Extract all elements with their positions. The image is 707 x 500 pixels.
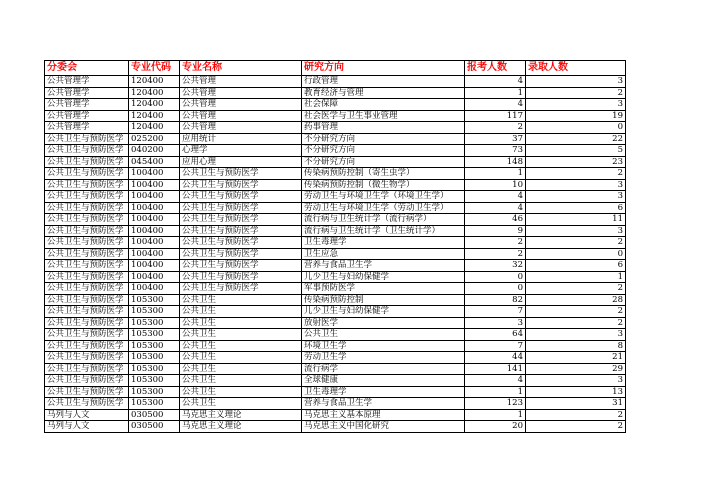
cell-applicants: 64 — [465, 329, 526, 341]
cell-major-name: 公共卫生与预防医学 — [180, 260, 302, 272]
cell-research-direction: 放射医学 — [302, 317, 465, 329]
cell-major-name: 公共卫生 — [180, 375, 302, 387]
cell-committee: 公共卫生与预防医学 — [45, 168, 129, 180]
cell-major-code: 105300 — [129, 352, 180, 364]
table-row — [45, 271, 626, 283]
cell-committee: 公共卫生与预防医学 — [45, 225, 129, 237]
table-row — [45, 294, 626, 306]
cell-research-direction: 社会医学与卫生事业管理 — [302, 110, 465, 122]
cell-major-code: 100400 — [129, 260, 180, 272]
cell-research-direction: 流行病学 — [302, 363, 465, 375]
cell-admitted: 2 — [526, 87, 626, 99]
cell-applicants: 1 — [465, 409, 526, 421]
cell-applicants: 10 — [465, 179, 526, 191]
cell-admitted: 31 — [526, 398, 626, 410]
cell-applicants: 20 — [465, 421, 526, 433]
cell-admitted: 2 — [526, 168, 626, 180]
table-row — [45, 386, 626, 398]
cell-admitted: 3 — [526, 375, 626, 387]
cell-applicants: 148 — [465, 156, 526, 168]
cell-admitted: 11 — [526, 214, 626, 226]
cell-applicants: 37 — [465, 133, 526, 145]
header-row — [45, 61, 626, 76]
cell-major-name: 公共管理 — [180, 110, 302, 122]
cell-major-name: 公共卫生 — [180, 340, 302, 352]
cell-admitted: 3 — [526, 76, 626, 88]
table-row — [45, 145, 626, 157]
cell-applicants: 4 — [465, 191, 526, 203]
cell-major-name: 心理学 — [180, 145, 302, 157]
cell-committee: 公共卫生与预防医学 — [45, 133, 129, 145]
cell-major-code: 100400 — [129, 237, 180, 249]
cell-research-direction: 劳动卫生学 — [302, 352, 465, 364]
cell-major-code: 105300 — [129, 386, 180, 398]
cell-committee: 公共卫生与预防医学 — [45, 340, 129, 352]
cell-applicants: 1 — [465, 168, 526, 180]
cell-research-direction: 卫生毒理学 — [302, 386, 465, 398]
cell-admitted: 2 — [526, 306, 626, 318]
cell-research-direction: 不分研究方向 — [302, 156, 465, 168]
cell-major-code: 045400 — [129, 156, 180, 168]
header-major-name: 专业名称 — [180, 61, 302, 76]
cell-research-direction: 传染病预防控制 — [302, 294, 465, 306]
cell-admitted: 2 — [526, 283, 626, 295]
cell-admitted: 2 — [526, 409, 626, 421]
cell-committee: 公共卫生与预防医学 — [45, 363, 129, 375]
cell-major-name: 公共卫生与预防医学 — [180, 225, 302, 237]
table-row — [45, 248, 626, 260]
cell-applicants: 4 — [465, 202, 526, 214]
cell-applicants: 123 — [465, 398, 526, 410]
cell-research-direction: 不分研究方向 — [302, 133, 465, 145]
cell-admitted: 3 — [526, 225, 626, 237]
cell-committee: 公共卫生与预防医学 — [45, 329, 129, 341]
cell-admitted: 28 — [526, 294, 626, 306]
cell-research-direction: 不分研究方向 — [302, 145, 465, 157]
cell-major-code: 100400 — [129, 248, 180, 260]
cell-major-name: 公共卫生与预防医学 — [180, 271, 302, 283]
table-row — [45, 283, 626, 295]
cell-research-direction: 劳动卫生与环境卫生学（劳动卫生学） — [302, 202, 465, 214]
table-row — [45, 156, 626, 168]
cell-research-direction: 军事预防医学 — [302, 283, 465, 295]
cell-committee: 公共卫生与预防医学 — [45, 386, 129, 398]
cell-applicants: 117 — [465, 110, 526, 122]
table-row — [45, 237, 626, 249]
cell-research-direction: 流行病与卫生统计学（流行病学） — [302, 214, 465, 226]
table-row — [45, 87, 626, 99]
table-row — [45, 306, 626, 318]
cell-research-direction: 卫生毒理学 — [302, 237, 465, 249]
cell-admitted: 19 — [526, 110, 626, 122]
table-row — [45, 363, 626, 375]
cell-applicants: 4 — [465, 76, 526, 88]
table-row — [45, 179, 626, 191]
cell-research-direction: 劳动卫生与环境卫生学（环境卫生学） — [302, 191, 465, 203]
table-row — [45, 214, 626, 226]
cell-major-code: 100400 — [129, 202, 180, 214]
cell-major-code: 105300 — [129, 340, 180, 352]
cell-applicants: 9 — [465, 225, 526, 237]
cell-committee: 公共卫生与预防医学 — [45, 306, 129, 318]
header-admitted: 录取人数 — [526, 61, 626, 76]
cell-major-name: 马克思主义理论 — [180, 421, 302, 433]
cell-admitted: 5 — [526, 145, 626, 157]
cell-research-direction: 教育经济与管理 — [302, 87, 465, 99]
cell-major-code: 100400 — [129, 191, 180, 203]
table-row — [45, 421, 626, 433]
cell-major-name: 公共卫生 — [180, 306, 302, 318]
table-row — [45, 168, 626, 180]
cell-committee: 公共卫生与预防医学 — [45, 294, 129, 306]
admissions-table — [44, 60, 626, 433]
cell-major-code: 120400 — [129, 110, 180, 122]
table-row — [45, 409, 626, 421]
cell-admitted: 22 — [526, 133, 626, 145]
cell-admitted: 0 — [526, 248, 626, 260]
cell-major-name: 公共卫生与预防医学 — [180, 283, 302, 295]
cell-applicants: 3 — [465, 317, 526, 329]
table-row — [45, 352, 626, 364]
cell-committee: 公共卫生与预防医学 — [45, 191, 129, 203]
cell-committee: 公共卫生与预防医学 — [45, 283, 129, 295]
cell-major-code: 105300 — [129, 398, 180, 410]
cell-committee: 公共管理学 — [45, 122, 129, 134]
cell-major-name: 公共卫生与预防医学 — [180, 248, 302, 260]
cell-committee: 公共管理学 — [45, 99, 129, 111]
cell-major-code: 120400 — [129, 99, 180, 111]
cell-committee: 公共卫生与预防医学 — [45, 271, 129, 283]
cell-applicants: 44 — [465, 352, 526, 364]
cell-major-name: 公共管理 — [180, 122, 302, 134]
cell-committee: 公共管理学 — [45, 87, 129, 99]
cell-applicants: 2 — [465, 248, 526, 260]
cell-admitted: 6 — [526, 260, 626, 272]
cell-applicants: 4 — [465, 375, 526, 387]
cell-committee: 公共卫生与预防医学 — [45, 214, 129, 226]
cell-research-direction: 营养与食品卫生学 — [302, 398, 465, 410]
cell-research-direction: 马克思主义中国化研究 — [302, 421, 465, 433]
header-applicants: 报考人数 — [465, 61, 526, 76]
cell-major-code: 105300 — [129, 306, 180, 318]
cell-admitted: 2 — [526, 237, 626, 249]
cell-research-direction: 儿少卫生与妇幼保健学 — [302, 306, 465, 318]
cell-major-name: 公共卫生 — [180, 352, 302, 364]
table-row — [45, 99, 626, 111]
cell-applicants: 73 — [465, 145, 526, 157]
cell-major-name: 公共卫生与预防医学 — [180, 179, 302, 191]
cell-admitted: 13 — [526, 386, 626, 398]
cell-research-direction: 药事管理 — [302, 122, 465, 134]
cell-committee: 公共管理学 — [45, 110, 129, 122]
table-row — [45, 191, 626, 203]
table-row — [45, 76, 626, 88]
cell-admitted: 29 — [526, 363, 626, 375]
cell-major-name: 公共卫生与预防医学 — [180, 191, 302, 203]
cell-major-name: 公共卫生 — [180, 329, 302, 341]
cell-admitted: 8 — [526, 340, 626, 352]
cell-applicants: 82 — [465, 294, 526, 306]
header-research-direction: 研究方向 — [302, 61, 465, 76]
cell-major-name: 公共卫生 — [180, 363, 302, 375]
cell-applicants: 0 — [465, 271, 526, 283]
cell-major-name: 公共卫生与预防医学 — [180, 202, 302, 214]
cell-major-code: 100400 — [129, 214, 180, 226]
cell-research-direction: 流行病与卫生统计学（卫生统计学） — [302, 225, 465, 237]
cell-research-direction: 传染病预防控制（寄生虫学） — [302, 168, 465, 180]
cell-major-code: 030500 — [129, 421, 180, 433]
cell-admitted: 1 — [526, 271, 626, 283]
table-body — [45, 76, 626, 433]
cell-committee: 马列与人文 — [45, 421, 129, 433]
cell-research-direction: 卫生应急 — [302, 248, 465, 260]
cell-applicants: 46 — [465, 214, 526, 226]
cell-major-name: 应用心理 — [180, 156, 302, 168]
cell-major-code: 100400 — [129, 283, 180, 295]
cell-major-code: 025200 — [129, 133, 180, 145]
cell-admitted: 2 — [526, 421, 626, 433]
cell-research-direction: 环境卫生学 — [302, 340, 465, 352]
cell-committee: 公共卫生与预防医学 — [45, 237, 129, 249]
cell-committee: 马列与人文 — [45, 409, 129, 421]
cell-committee: 公共卫生与预防医学 — [45, 260, 129, 272]
cell-major-name: 马克思主义理论 — [180, 409, 302, 421]
cell-major-code: 030500 — [129, 409, 180, 421]
cell-admitted: 23 — [526, 156, 626, 168]
cell-major-code: 120400 — [129, 122, 180, 134]
cell-committee: 公共卫生与预防医学 — [45, 145, 129, 157]
cell-major-code: 120400 — [129, 87, 180, 99]
cell-admitted: 3 — [526, 329, 626, 341]
cell-major-name: 公共卫生与预防医学 — [180, 168, 302, 180]
table-row — [45, 122, 626, 134]
cell-applicants: 32 — [465, 260, 526, 272]
cell-major-name: 公共卫生 — [180, 294, 302, 306]
cell-committee: 公共卫生与预防医学 — [45, 248, 129, 260]
table-row — [45, 225, 626, 237]
cell-major-name: 公共卫生 — [180, 317, 302, 329]
table-row — [45, 375, 626, 387]
cell-research-direction: 全球健康 — [302, 375, 465, 387]
cell-committee: 公共卫生与预防医学 — [45, 398, 129, 410]
cell-admitted: 3 — [526, 191, 626, 203]
cell-major-name: 公共卫生 — [180, 386, 302, 398]
cell-major-name: 公共卫生 — [180, 398, 302, 410]
cell-committee: 公共管理学 — [45, 76, 129, 88]
cell-major-name: 公共管理 — [180, 99, 302, 111]
cell-committee: 公共卫生与预防医学 — [45, 375, 129, 387]
header-major-code: 专业代码 — [129, 61, 180, 76]
cell-applicants: 141 — [465, 363, 526, 375]
cell-major-code: 105300 — [129, 329, 180, 341]
cell-applicants: 1 — [465, 386, 526, 398]
cell-major-code: 105300 — [129, 317, 180, 329]
cell-applicants: 7 — [465, 340, 526, 352]
cell-admitted: 6 — [526, 202, 626, 214]
cell-major-name: 公共卫生与预防医学 — [180, 237, 302, 249]
cell-research-direction: 儿少卫生与妇幼保健学 — [302, 271, 465, 283]
cell-admitted: 0 — [526, 122, 626, 134]
cell-major-code: 100400 — [129, 271, 180, 283]
cell-research-direction: 社会保障 — [302, 99, 465, 111]
cell-major-code: 105300 — [129, 294, 180, 306]
cell-major-name: 公共管理 — [180, 76, 302, 88]
cell-committee: 公共卫生与预防医学 — [45, 156, 129, 168]
cell-committee: 公共卫生与预防医学 — [45, 317, 129, 329]
table-row — [45, 340, 626, 352]
cell-major-code: 105300 — [129, 375, 180, 387]
cell-applicants: 7 — [465, 306, 526, 318]
cell-committee: 公共卫生与预防医学 — [45, 179, 129, 191]
cell-admitted: 2 — [526, 317, 626, 329]
cell-admitted: 3 — [526, 99, 626, 111]
table-row — [45, 202, 626, 214]
cell-major-code: 120400 — [129, 76, 180, 88]
cell-major-name: 应用统计 — [180, 133, 302, 145]
table-row — [45, 110, 626, 122]
cell-major-code: 100400 — [129, 225, 180, 237]
cell-applicants: 4 — [465, 99, 526, 111]
cell-research-direction: 行政管理 — [302, 76, 465, 88]
cell-committee: 公共卫生与预防医学 — [45, 352, 129, 364]
table-row — [45, 133, 626, 145]
cell-admitted: 3 — [526, 179, 626, 191]
cell-research-direction: 公共卫生 — [302, 329, 465, 341]
table-row — [45, 260, 626, 272]
cell-major-code: 100400 — [129, 168, 180, 180]
cell-research-direction: 营养与食品卫生学 — [302, 260, 465, 272]
table-row — [45, 317, 626, 329]
table-row — [45, 398, 626, 410]
cell-committee: 公共卫生与预防医学 — [45, 202, 129, 214]
cell-admitted: 21 — [526, 352, 626, 364]
cell-major-code: 105300 — [129, 363, 180, 375]
table-row — [45, 329, 626, 341]
cell-applicants: 2 — [465, 122, 526, 134]
cell-major-name: 公共管理 — [180, 87, 302, 99]
cell-major-name: 公共卫生与预防医学 — [180, 214, 302, 226]
cell-research-direction: 马克思主义基本原理 — [302, 409, 465, 421]
cell-major-code: 100400 — [129, 179, 180, 191]
cell-applicants: 0 — [465, 283, 526, 295]
cell-major-code: 040200 — [129, 145, 180, 157]
cell-applicants: 2 — [465, 237, 526, 249]
cell-applicants: 1 — [465, 87, 526, 99]
header-committee: 分委会 — [45, 61, 129, 76]
cell-research-direction: 传染病预防控制（微生物学） — [302, 179, 465, 191]
